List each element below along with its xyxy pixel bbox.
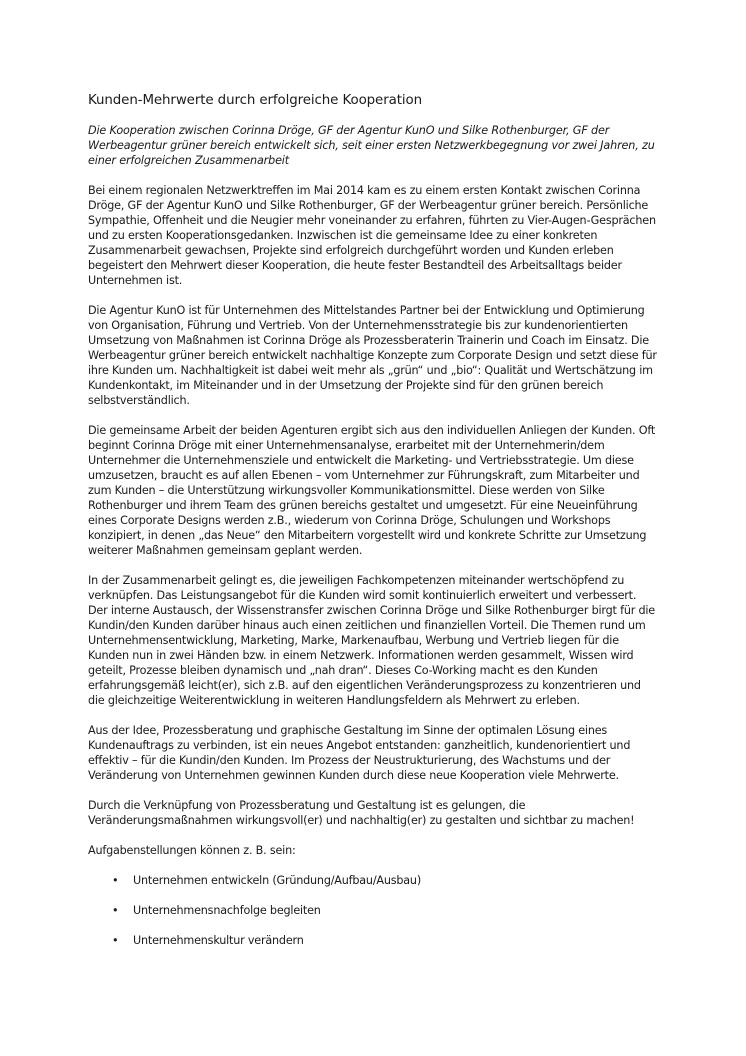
list-item-text: Unternehmensnachfolge begleiten: [133, 904, 321, 917]
bullet-icon: •: [112, 904, 119, 917]
bullet-icon: •: [112, 934, 119, 947]
list-item-text: Unternehmen entwickeln (Gründung/Aufbau/Ausbau): [133, 874, 421, 887]
paragraph-new-offer: Aus der Idee, Prozessberatung und graphische Gestaltung im Sinne der optimalen Lösung eines Kundenauftrags zu verbinden, ist ein neues Angebot entstanden: ganzheitlich, kundenorientiert und effektiv – für die Kundin/den Kunden. Im Prozess der Neustrukturierung, des Wachstums und der Veränderung von Unternehmen gewinnen Kunden durch diese neue Kooperation viele Mehrwerte.: [88, 724, 631, 782]
paragraph-joint-work: Die gemeinsame Arbeit der beiden Agenturen ergibt sich aus den individuellen Anliegen der Kunden. Oft beginnt Corinna Dröge mit einer Unternehmensanalyse, erarbeitet mit der Unternehmerin/dem Unternehmer die Unternehmensziele und entwickelt die Marketing- und Vertriebsstrategie. Um diese umzusetzen, braucht es auf allen Ebenen – vom Unternehmer zur Führungskraft, zum Mitarbeiter und zum Kunden – die Unterstützung wirkungsvoller Kommunikationsmittel. Diese werden von Silke Rothenburger und ihrem Team des grünen bereichs gestaltet und umgesetzt. Für eine Neueinführung eines Corporate Designs werden z.B., wiederum von Corinna Dröge, Schulungen und Workshops konzipiert, in denen „das Neue“ den Mitarbeitern vorgestellt wird und konkrete Schritte zur Umsetzung weiterer Maßnahmen gemeinsam geplant werden.: [88, 424, 656, 557]
list-item-text: Unternehmenskultur verändern: [133, 934, 304, 947]
paragraph-first-contact: Bei einem regionalen Netzwerktreffen im Mai 2014 kam es zu einem ersten Kontakt zwischen Corinna Dröge, GF der Agentur KunO und Silke Rothenburger, GF der Werbeagentur grüner bereich. Persönliche Sympathie, Offenheit und die Neugier mehr voneinander zu erfahren, führten zu Vier-Augen-Gesprächen und zu ersten Kooperationsgedanken. Inzwischen ist die gemeinsame Idee zu einer konkreten Zusammenarbeit gewachsen, Projekte sind erfolgreich durchgeführt worden und Kunden erleben begeistert den Mehrwert dieser Kooperation, die heute fester Bestandteil des Arbeitsalltags beider Unternehmen ist.: [88, 184, 656, 287]
list-item: [88, 873, 658, 888]
paragraph-result: Durch die Verknüpfung von Prozessberatung und Gestaltung ist es gelungen, die Veränderungsmaßnahmen wirkungsvoll(er) und nachhaltig(er) zu gestalten und sichtbar zu machen!: [88, 799, 635, 827]
bullet-icon: •: [112, 874, 119, 887]
paragraph-collaboration: In der Zusammenarbeit gelingt es, die jeweiligen Fachkompetenzen miteinander wertschöpfend zu verknüpfen. Das Leistungsangebot für die Kunden wird somit kontinuierlich erweitert und verbessert. Der interne Austausch, der Wissenstransfer zwischen Corinna Dröge und Silke Rothenburger birgt für die Kundin/den Kunden darüber hinaus auch einen zeitlichen und finanziellen Vorteil. Die Themen rund um Unternehmensentwicklung, Marketing, Marke, Markenaufbau, Werbung und Vertrieb liegen für die Kunden nun in zwei Händen bzw. in einem Netzwerk. Informationen werden gesammelt, Wissen wird geteilt, Prozesse bleiben dynamisch und „nah dran“. Dieses Co-Working macht es den Kunden erfahrungsgemäß leicht(er), sich z.B. auf den eigentlichen Veränderungsprozess zu konzentrieren und die gleichzeitige Weiterentwicklung in weiteren Handlungsfeldern als Mehrwert zu erleben.: [88, 574, 655, 707]
paragraph-tasks-intro: Aufgabenstellungen können z. B. sein:: [88, 844, 296, 857]
list-item: [88, 903, 658, 918]
task-list: [88, 873, 658, 948]
document-page: [88, 92, 658, 963]
paragraph-agency-profiles: Die Agentur KunO ist für Unternehmen des Mittelstandes Partner bei der Entwicklung und Optimierung von Organisation, Führung und Vertrieb. Von der Unternehmensstrategie bis zur kundenorientierten Umsetzung von Maßnahmen ist Corinna Dröge als Prozessberaterin Trainerin und Coach im Einsatz. Die Werbeagentur grüner bereich entwickelt nachhaltige Konzepte zum Corporate Design und setzt diese für ihre Kunden um. Nachhaltigkeit ist dabei weit mehr als „grün“ und „bio“: Qualität und Wertschätzung im Kundenkontakt, im Miteinander und in der Umsetzung der Projekte sind für den grünen bereich selbstverständlich.: [88, 304, 657, 407]
list-item: [88, 933, 658, 948]
document-title: Kunden-Mehrwerte durch erfolgreiche Kooperation: [88, 93, 422, 108]
lead-paragraph: Die Kooperation zwischen Corinna Dröge, GF der Agentur KunO und Silke Rothenburger, GF der Werbeagentur grüner bereich entwickelt sich, seit einer ersten Netzwerkbegegnung vor zwei Jahren, zu einer erfolgreichen Zusammenarbeit: [88, 124, 655, 167]
